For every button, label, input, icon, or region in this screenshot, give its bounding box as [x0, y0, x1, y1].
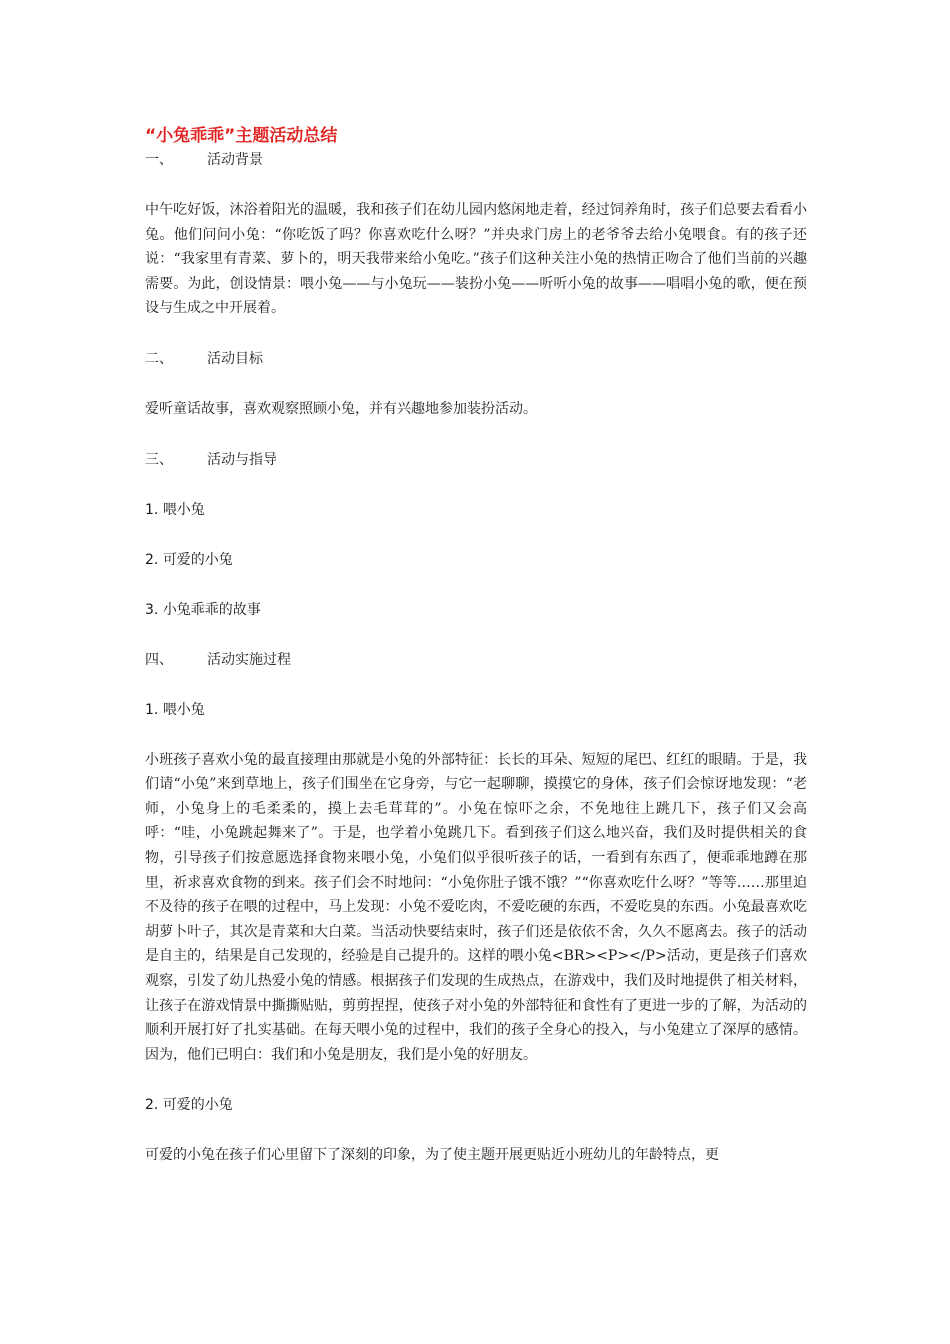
section-heading-process: [145, 648, 807, 672]
section-heading-goal: [145, 347, 807, 371]
section-number: 三、: [145, 451, 173, 468]
goal-paragraph: 爱听童话故事，喜欢观察照顾小兔，并有兴趣地参加装扮活动。: [145, 400, 537, 417]
section-heading-guidance: [145, 448, 807, 472]
section-label: 活动背景: [207, 152, 263, 168]
section-heading-background: [145, 148, 807, 172]
section-label: 活动目标: [207, 350, 263, 367]
document-title: “小兔乖乖”主题活动总结: [145, 126, 338, 146]
process-paragraph-cute-rabbit: 可爱的小兔在孩子们心里留下了深刻的印象，为了使主题开展更贴近小班幼儿的年龄特点，更: [145, 1147, 719, 1164]
guidance-item: 3. 小兔乖乖的故事: [145, 601, 261, 618]
process-item: 1. 喂小兔: [145, 701, 205, 718]
section-label: 活动实施过程: [207, 651, 291, 668]
process-item: 2. 可爱的小兔: [145, 1097, 233, 1114]
section-number: 二、: [145, 350, 173, 367]
background-paragraph: 中午吃好饭，沐浴着阳光的温暖，我和孩子们在幼儿园内悠闲地走着，经过饲养角时，孩子们总要去看看小兔。他们问问小兔：“你吃饭了吗？你喜欢吃什么呀？”并央求门房上的老爷爷去给小兔喂食。有的孩子还说：“我家里有青菜、萝卜的，明天我带来给小兔吃。”孩子们这种关注小兔的热情正吻合了他们当前的兴趣需要。为此，创设情景：喂小兔——与小兔玩——装扮小兔——听听小兔的故事——唱唱小兔的歌，便在预设与生成之中开展着。: [145, 202, 807, 317]
process-paragraph-feeding: 小班孩子喜欢小兔的最直接理由那就是小兔的外部特征：长长的耳朵、短短的尾巴、红红的眼睛。于是，我们请“小兔”来到草地上，孩子们围坐在它身旁，与它一起聊聊，摸摸它的身体，孩子们会惊讶地发现：“老师，小兔身上的毛柔柔的，摸上去毛茸茸的”。小兔在惊吓之余，不免地往上跳几下，孩子们又会高呼：“哇，小兔跳起舞来了”。于是，也学着小兔跳几下。看到孩子们这么地兴奋，我们及时提供相关的食物，引导孩子们按意愿选择食物来喂小兔，小兔们似乎很听孩子的话，一看到有东西了，便乖乖地蹲在那里，祈求喜欢食物的到来。孩子们会不时地问：“小兔你肚子饿不饿？”“你喜欢吃什么呀？”等等……那里迫不及待的孩子在喂的过程中，马上发现：小兔不爱吃肉，不爱吃硬的东西，不爱吃臭的东西。小兔最喜欢吃胡萝卜叶子，其次是青菜和大白菜。当活动快要结束时，孩子们还是依依不舍，久久不愿离去。孩子的活动是自主的，结果是自己发现的，经验是自己提升的。这样的喂小兔<BR><P></P>活动，更是孩子们喜欢观察，引发了幼儿热爱小兔的情感。根据孩子们发现的生成热点，在游戏中，我们及时地提供了相关材料，让孩子在游戏情景中撕撕贴贴，剪剪捏捏，使孩子对小兔的外部特征和食性有了更进一步的了解，为活动的顺利开展打好了扎实基础。在每天喂小兔的过程中，我们的孩子全身心的投入，与小兔建立了深厚的感情。因为，他们已明白：我们和小兔是朋友，我们是小兔的好朋友。: [145, 751, 807, 1063]
section-number: 四、: [145, 651, 173, 668]
guidance-item: 1. 喂小兔: [145, 501, 205, 518]
document-body: [145, 124, 807, 1168]
section-number: 一、: [145, 152, 173, 168]
section-label: 活动与指导: [207, 451, 277, 468]
guidance-item: 2. 可爱的小兔: [145, 551, 233, 568]
